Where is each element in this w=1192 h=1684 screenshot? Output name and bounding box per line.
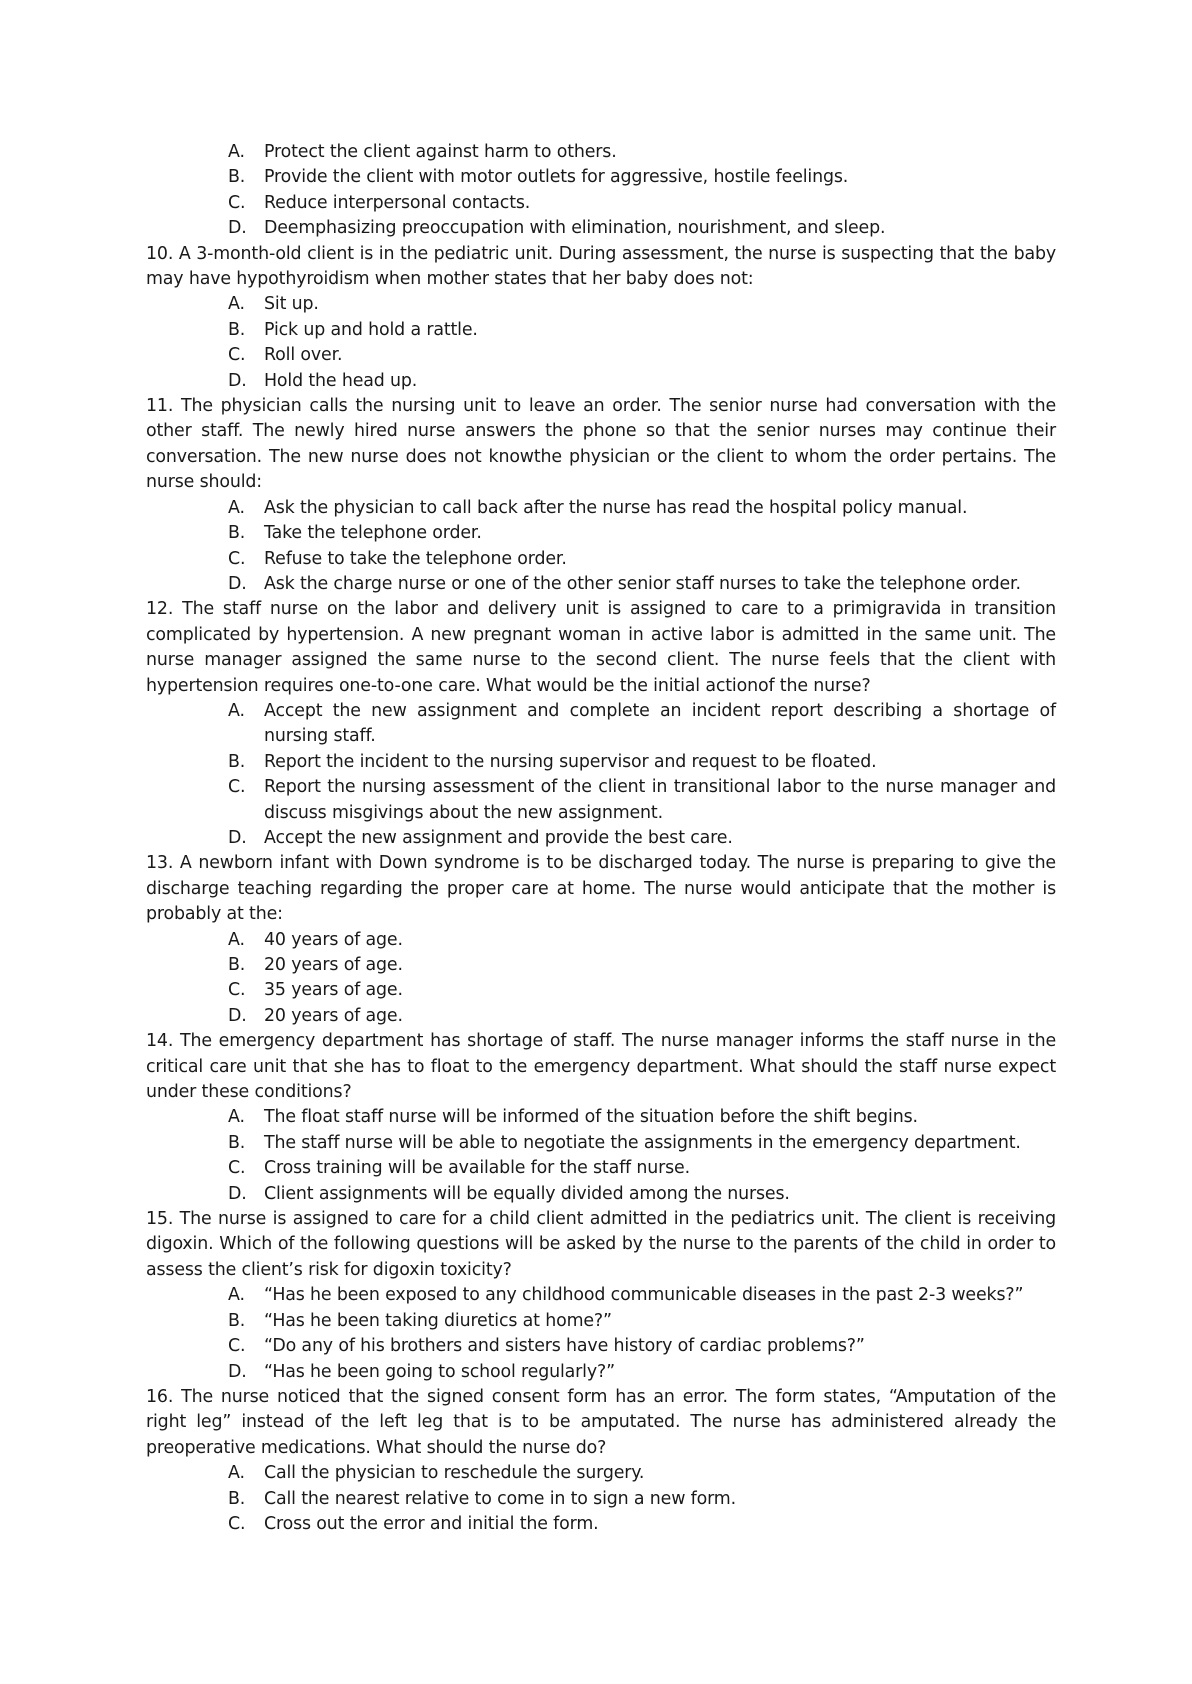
option-b: B. Pick up and hold a rattle. [228,319,478,340]
option-list [146,496,1056,598]
option-b: B. Take the telephone order. [228,523,482,544]
question-13-stem: 13. A newborn infant with Down syndrome is to be discharged today. The nurse is preparing to give the discharge teaching regarding the proper care at home. The nurse would anticipate that the mother is probably at the: [146,853,1056,925]
question-12-stem: 12. The staff nurse on the labor and delivery unit is assigned to care to a primigravida in transition complicated by hypertension. A new pregnant woman in active labor is admitted in the same unit. The nurse manager assigned the same nurse to the second client. The nurse feels that the client with hypertension requires one-to-one care. What would be the initial actionof the nurse? [146,599,1056,696]
option-c: C. Cross out the error and initial the form. [228,1513,599,1534]
option-b: B. “Has he been taking diuretics at home?” [228,1310,612,1331]
option-c: C. “Do any of his brothers and sisters have history of cardiac problems?” [228,1336,865,1357]
option-a: A. Ask the physician to call back after the nurse has read the hospital policy manual. [228,497,968,518]
option-b: B. Report the incident to the nursing supervisor and request to be floated. [228,751,877,772]
option-d: D. 20 years of age. [228,1005,403,1026]
option-a: A. “Has he been exposed to any childhood communicable diseases in the past 2-3 weeks?” [228,1285,1024,1306]
option-c: C. 35 years of age. [228,980,403,1001]
option-b: B. The staff nurse will be able to negotiate the assignments in the emergency department. [228,1132,1021,1153]
option-a: A. Sit up. [228,294,319,315]
option-b: B. Call the nearest relative to come in to sign a new form. [228,1488,736,1509]
option-a: A. Call the physician to reschedule the surgery. [228,1463,645,1484]
option-c: C. Report the nursing assessment of the client in transitional labor to the nurse manager and discuss misgivings about the new assignment. [228,777,1056,823]
option-list [146,1461,1056,1537]
option-list [146,1283,1056,1385]
option-c: C. Cross training will be available for the staff nurse. [228,1158,690,1179]
question-16-stem: 16. The nurse noticed that the signed consent form has an error. The form states, “Amputation of the right leg” instead of the left leg that is to be amputated. The nurse has administered already the preoperative medications. What should the nurse do? [146,1386,1056,1458]
option-a: A. The float staff nurse will be informed of the situation before the shift begins. [228,1107,918,1128]
question-11-stem: 11. The physician calls the nursing unit to leave an order. The senior nurse had conversation with the other staff. The newly hired nurse answers the phone so that the senior nurses may continue their conversation. The new nurse does not knowthe physician or the client to whom the order pertains. The nurse should: [146,396,1056,493]
option-list [146,140,1056,242]
option-d: D. “Has he been going to school regularly?” [228,1361,615,1382]
question-14-stem: 14. The emergency department has shortage of staff. The nurse manager informs the staff nurse in the critical care unit that she has to float to the emergency department. What should the staff nurse expect under these conditions? [146,1031,1056,1103]
option-a: A. Protect the client against harm to others. [228,142,617,162]
option-list [146,699,1056,851]
option-b: B. 20 years of age. [228,955,403,975]
option-d: D. Hold the head up. [228,370,418,391]
option-c: C. Roll over. [228,345,343,366]
option-d: D. Deemphasizing preoccupation with elimination, nourishment, and sleep. [228,218,886,239]
option-list [146,1105,1056,1207]
option-c: C. Refuse to take the telephone order. [228,548,567,569]
option-a: A. Accept the new assignment and complete an incident report describing a shortage of nursing staff. [228,700,1056,747]
option-list [146,292,1056,394]
option-a: A. 40 years of age. [228,929,403,950]
option-list [146,928,1056,1030]
question-10-stem: 10. A 3-month-old client is in the pediatric unit. During assessment, the nurse is suspecting that the baby may have hypothyroidism when mother states that her baby does not: [146,243,1056,290]
option-c: C. Reduce interpersonal contacts. [228,192,531,213]
option-d: D. Ask the charge nurse or one of the other senior staff nurses to take the telephone order. [228,573,1021,594]
option-d: D. Accept the new assignment and provide the best care. [228,827,733,848]
question-15-stem: 15. The nurse is assigned to care for a child client admitted in the pediatrics unit. The client is receiving digoxin. Which of the following questions will be asked by the nurse to the parents of the child in order to assess the client’s risk for digoxin toxicity? [146,1209,1056,1280]
option-b: B. Provide the client with motor outlets for aggressive, hostile feelings. [228,167,849,188]
document-page [146,140,1056,1537]
option-d: D. Client assignments will be equally divided among the nurses. [228,1183,790,1204]
